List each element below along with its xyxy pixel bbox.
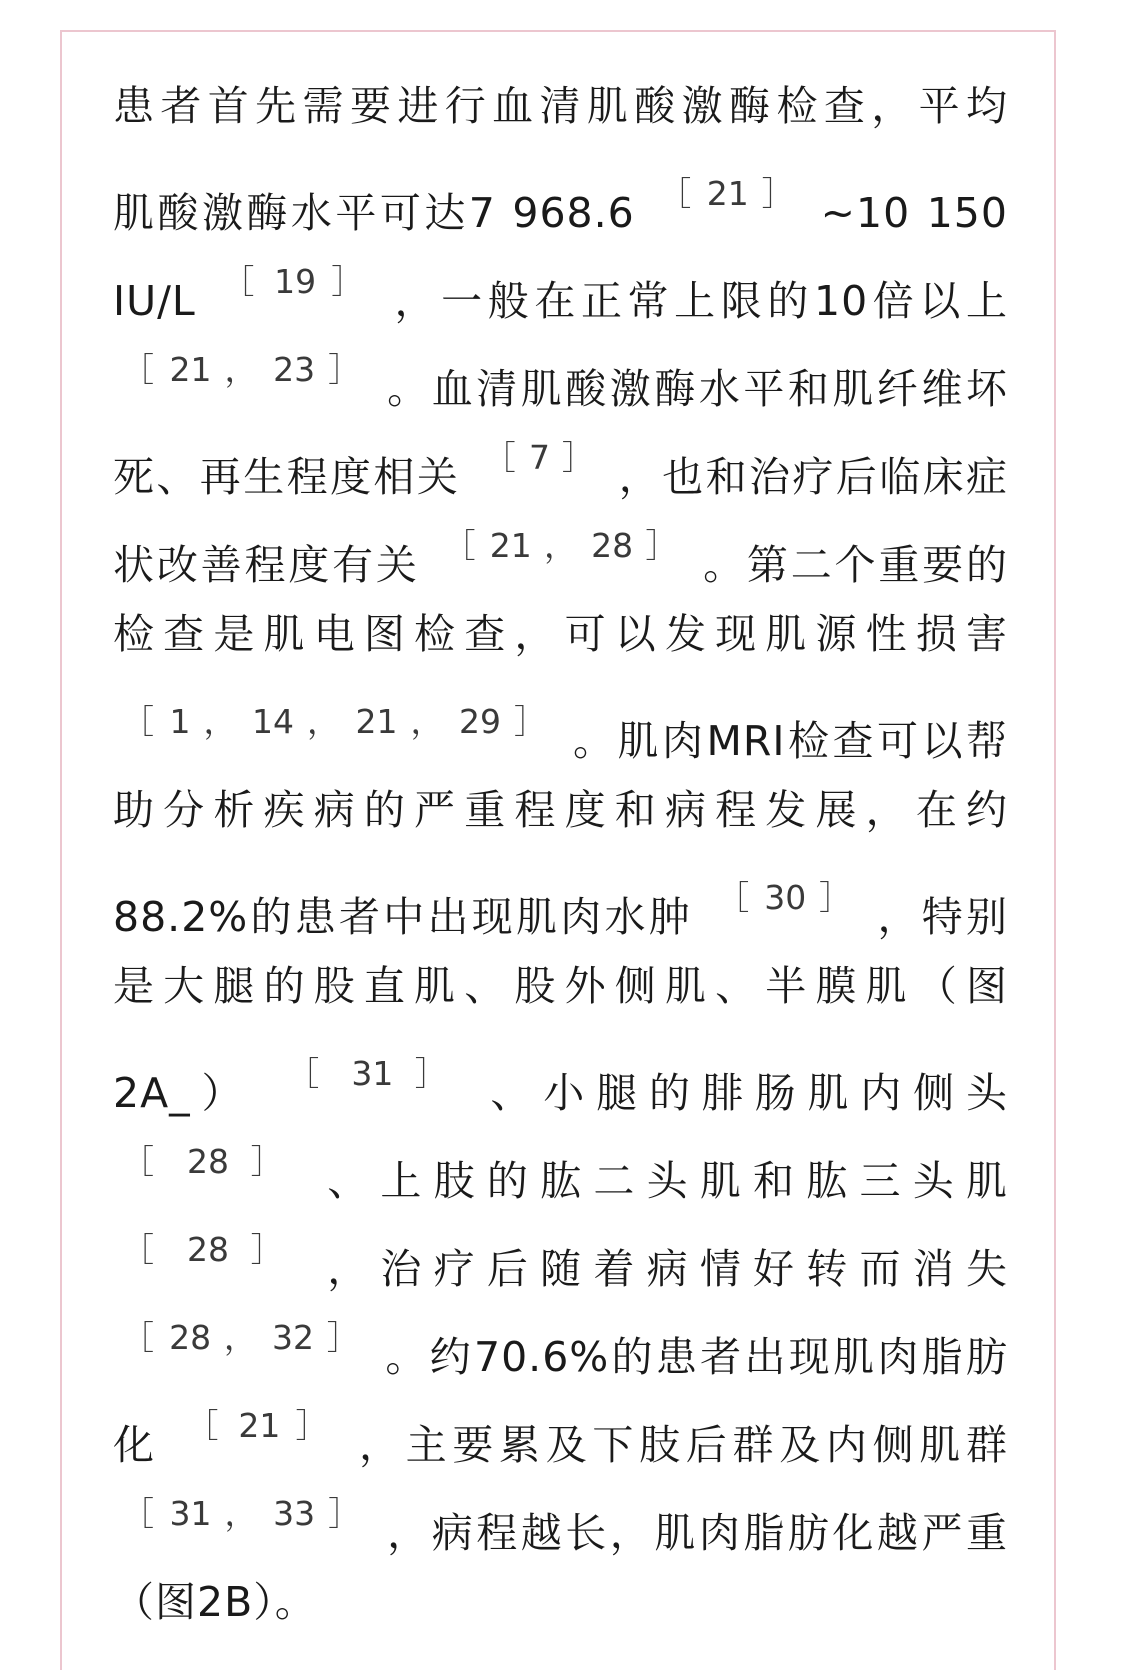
text-segment: 检查是肌电图检查，可以发现肌源性损害: [113, 610, 1008, 658]
text-line: [113, 502, 1008, 590]
text-line: [113, 590, 1008, 678]
article-paragraph: [113, 62, 1008, 1646]
text-line: [113, 238, 1008, 326]
text-line: [113, 62, 1008, 150]
citation-link[interactable]: ［ 21 ］: [185, 1406, 334, 1445]
text-line: [113, 854, 1008, 942]
text-segment: 。肌肉MRI检查可以帮: [573, 717, 1008, 765]
text-line: [113, 1206, 1008, 1294]
text-segment: 88.2%的患者中出现肌肉水肿: [113, 893, 693, 941]
text-line: [113, 1294, 1008, 1382]
text-segment: ，也和治疗后临床症: [618, 453, 1009, 501]
text-segment: ，一般在正常上限的10倍以上: [394, 277, 1008, 325]
citation-link[interactable]: ［ 30 ］: [716, 878, 855, 917]
text-line: [113, 678, 1008, 766]
text-line: [113, 1470, 1008, 1558]
text-segment: 。约70.6%的患者出现肌肉脂肪: [385, 1333, 1008, 1381]
text-segment: ，病程越长，肌肉脂肪化越严重: [387, 1509, 1008, 1557]
text-line: [113, 1558, 1008, 1646]
citation-link[interactable]: ［ 21 ］: [658, 174, 798, 213]
text-segment: 化: [113, 1421, 160, 1469]
text-segment: ，特别: [877, 893, 1008, 941]
citation-link[interactable]: ［ 31 ］: [286, 1054, 459, 1093]
figure-reference: （图2B）。: [113, 1578, 317, 1626]
citation-link[interactable]: ［ 1 ， 14 ， 21 ， 29 ］: [121, 702, 550, 741]
text-segment: 、小腿的腓肠肌内侧头: [490, 1069, 1008, 1117]
text-line: [113, 766, 1008, 854]
text-line: [113, 150, 1008, 238]
text-segment: 患者首先需要进行血清肌酸激酶检查，平均: [113, 82, 1008, 130]
citation-link[interactable]: ［ 21 ， 28 ］: [442, 526, 681, 565]
text-line: [113, 414, 1008, 502]
citation-link[interactable]: ［ 31 ， 33 ］: [121, 1494, 364, 1533]
citation-link[interactable]: ［ 19 ］: [221, 262, 369, 301]
text-segment: ，主要累及下肢后群及内侧肌群: [358, 1421, 1008, 1469]
citation-link[interactable]: ［ 21 ， 23 ］: [121, 350, 364, 389]
text-line: [113, 1382, 1008, 1470]
text-segment: 是大腿的股直肌、股外侧肌、半膜肌（图: [113, 962, 1008, 1010]
figure-reference: 2A_）: [113, 1069, 255, 1117]
text-segment: 、上肢的肱二头肌和肱三头肌: [327, 1157, 1008, 1205]
text-segment: ，治疗后随着病情好转而消失: [327, 1245, 1008, 1293]
text-segment: 。血清肌酸激酶水平和肌纤维坏: [387, 365, 1008, 413]
citation-link[interactable]: ［ 28 ］: [121, 1230, 295, 1269]
text-line: [113, 326, 1008, 414]
citation-link[interactable]: ［ 28 ］: [121, 1142, 295, 1181]
text-segment: IU/L: [113, 277, 196, 325]
text-segment: 助分析疾病的严重程度和病程发展，在约: [113, 786, 1008, 834]
text-segment: 死、再生程度相关: [113, 453, 461, 501]
text-line: [113, 1118, 1008, 1206]
text-line: [113, 942, 1008, 1030]
text-segment: ~10 150: [820, 189, 1008, 237]
citation-link[interactable]: ［ 7 ］: [482, 438, 597, 477]
text-segment: 状改善程度有关: [113, 541, 420, 589]
text-line: [113, 1030, 1008, 1118]
citation-link[interactable]: ［ 28 ， 32 ］: [121, 1318, 363, 1357]
text-segment: 。第二个重要的: [703, 541, 1008, 589]
text-segment: 肌酸激酶水平可达7 968.6: [113, 189, 635, 237]
